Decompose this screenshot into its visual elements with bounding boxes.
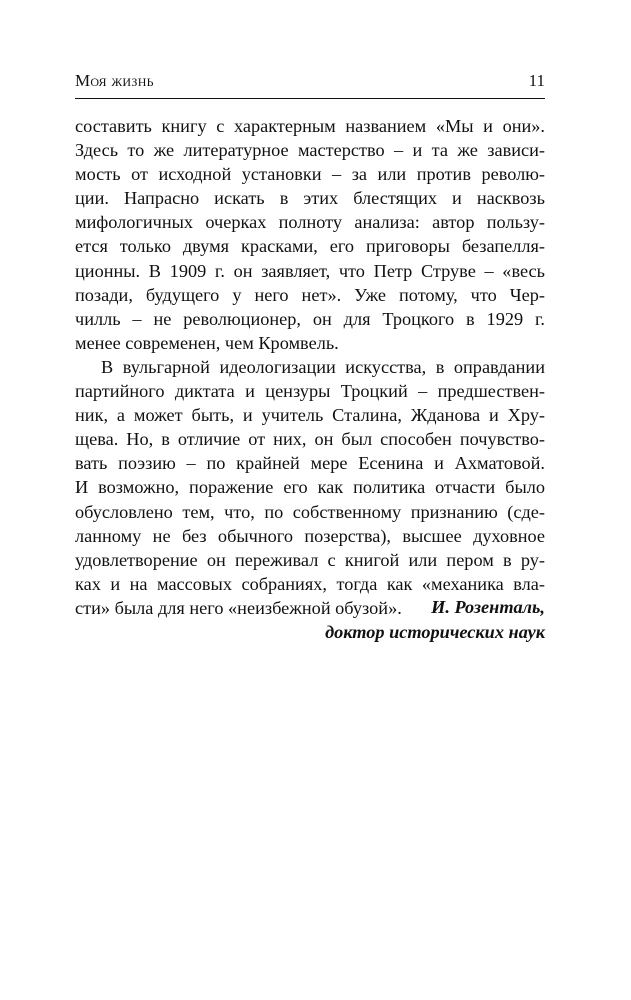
text-line: ланному не без обычного позерства), высшее духовное	[75, 525, 545, 546]
running-head	[75, 70, 545, 92]
running-title: Моя жизнь	[75, 71, 154, 90]
text-line: позади, будущего у него нет». Уже потому, что Чер-	[75, 284, 545, 305]
text-line: ционны. В 1909 г. он заявляет, что Петр Струве – «весь	[75, 260, 545, 281]
text-line: вать поэзию – по крайней мере Есенина и Ахматовой.	[75, 453, 545, 474]
paragraph-1	[75, 114, 545, 355]
text-line: щева. Но, в отличие от них, он был способен почувство-	[75, 429, 545, 450]
signature-title: доктор исторических наук	[325, 621, 545, 642]
text-line: менее современен, чем Кромвель.	[75, 332, 339, 353]
text-line: партийного диктата и цензуры Троцкий – предшествен-	[75, 381, 545, 402]
text-line: ник, а может быть, и учитель Сталина, Жданова и Хру-	[75, 405, 545, 426]
text-line: сти» была для него «неизбежной обузой».	[75, 597, 402, 618]
text-line: мость от исходной установки – за или против револю-	[75, 164, 545, 185]
text-line: Здесь то же литературное мастерство – и та же зависи-	[75, 140, 545, 161]
header-rule	[75, 98, 545, 99]
text-line: ках и на массовых собраниях, тогда как «механика вла-	[75, 573, 545, 594]
text-line: И возможно, поражение его как политика отчасти было	[75, 477, 545, 498]
text-line: составить книгу с характерным названием «Мы и они».	[75, 116, 545, 136]
text-line: удовлетворение он переживал с книгой или пером в ру-	[75, 549, 545, 570]
text-line: чилль – не революционер, он для Троцкого в 1929 г.	[75, 308, 545, 329]
signature	[325, 595, 545, 644]
text-line: мифологичных очерках полноту анализа: автор пользу-	[75, 212, 545, 233]
body-text	[75, 114, 545, 620]
text-line: обусловлено тем, что, по собственному признанию (сде-	[75, 501, 545, 522]
page-number: 11	[528, 71, 545, 90]
text-line: В вульгарной идеологизации искусства, в оправдании	[101, 356, 545, 377]
text-line: ции. Напрасно искать в этих блестящих и насквозь	[75, 188, 545, 209]
signature-author: И. Розенталь,	[431, 597, 545, 617]
text-line: ется только двумя красками, его приговоры безапелля-	[75, 236, 545, 257]
paragraph-2	[75, 355, 545, 620]
book-page	[75, 0, 545, 1000]
